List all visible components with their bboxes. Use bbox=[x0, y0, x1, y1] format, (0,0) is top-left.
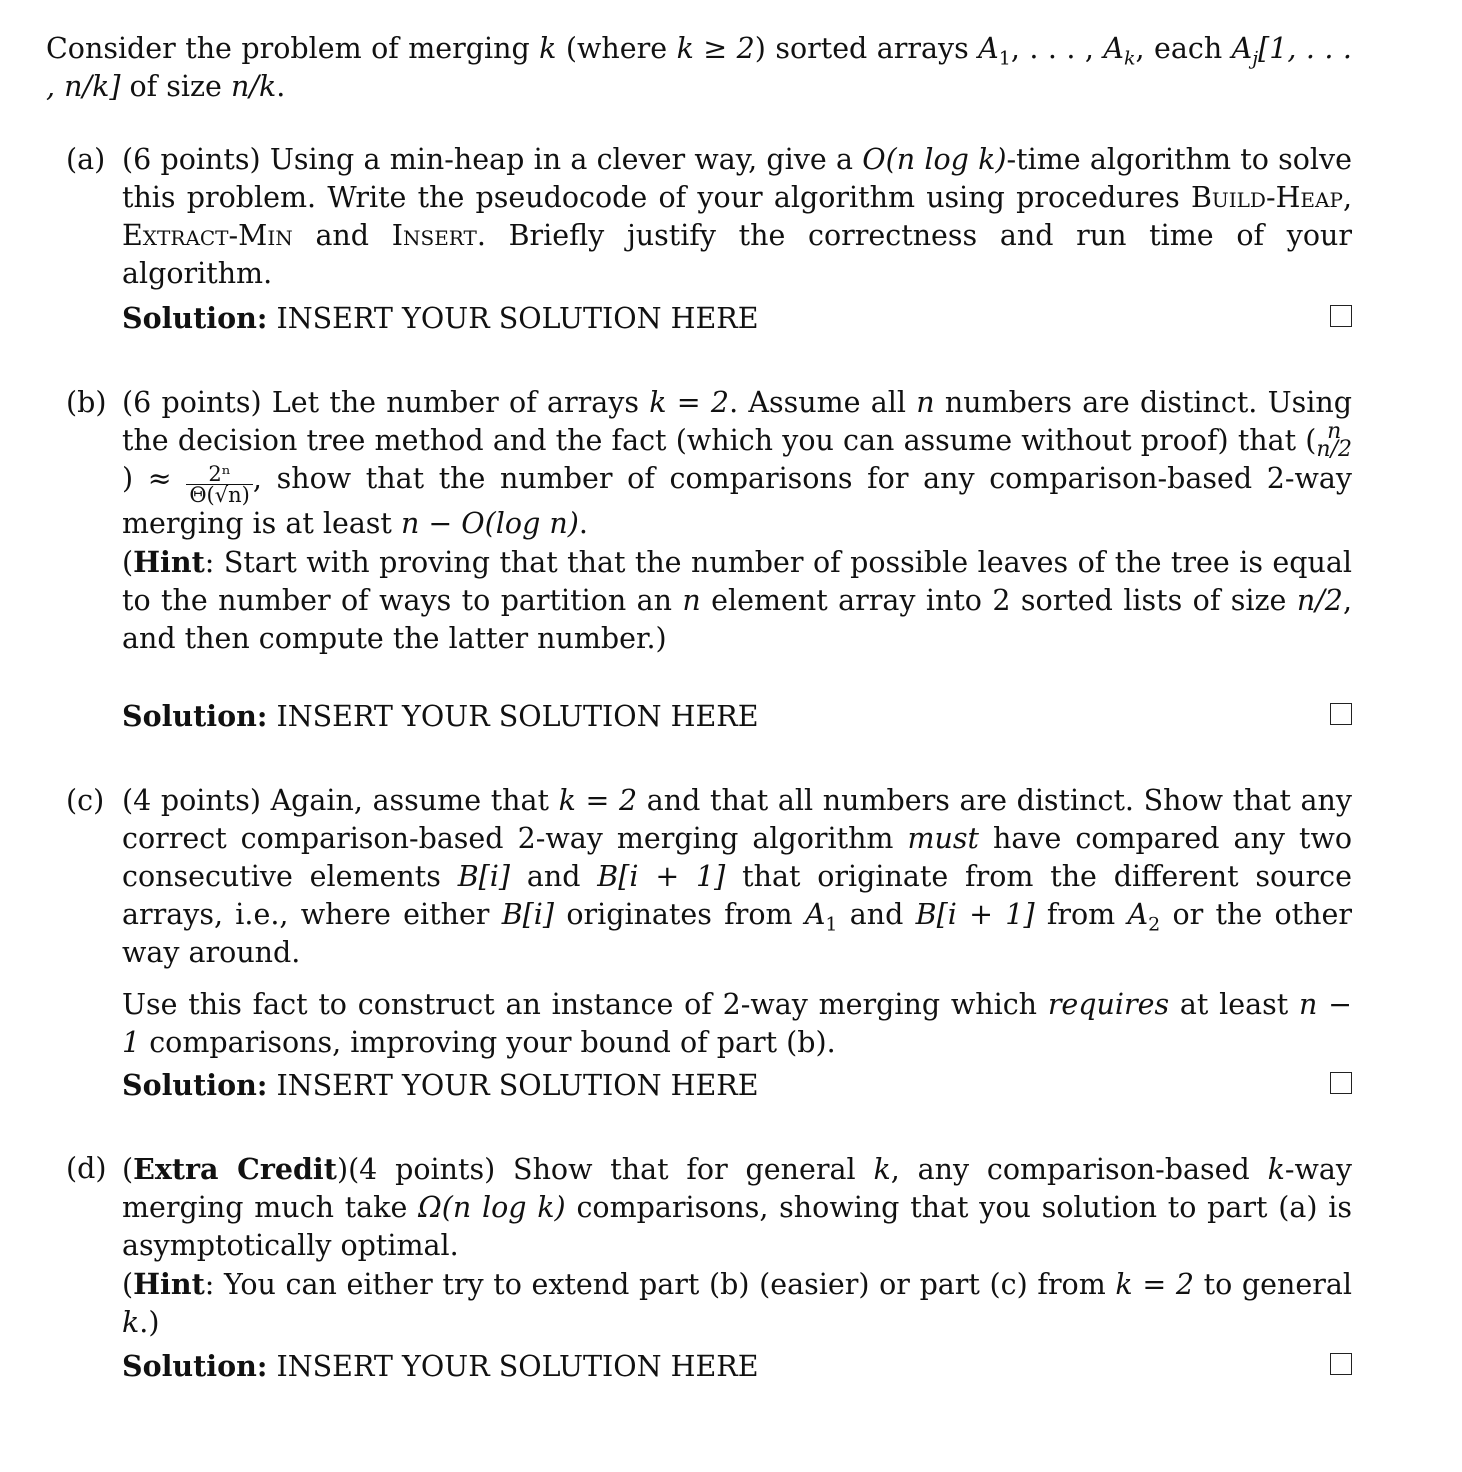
solution-d[interactable] bbox=[122, 1347, 1352, 1385]
solution-a[interactable] bbox=[122, 299, 1352, 337]
binomial: n n/2 bbox=[1316, 419, 1352, 462]
part-a-label: (a) bbox=[66, 143, 106, 176]
solution-placeholder: INSERT YOUR SOLUTION HERE bbox=[267, 302, 759, 335]
checkbox-d[interactable] bbox=[1330, 1353, 1352, 1375]
solution-label: Solution: bbox=[122, 301, 268, 335]
checkbox-b[interactable] bbox=[1330, 703, 1352, 725]
part-a bbox=[66, 141, 1352, 293]
problem-intro: Consider the problem of merging k (where k ≥ 2) sorted arrays $A_1$, . . . , $A_k$, each $A_j[1$, . . . , n/k] of size n/k. bbox=[46, 32, 1352, 103]
solution-placeholder: INSERT YOUR SOLUTION HERE bbox=[267, 1350, 759, 1383]
checkbox-c[interactable] bbox=[1330, 1072, 1352, 1094]
solution-label: Solution: bbox=[122, 1068, 268, 1102]
solution-placeholder: INSERT YOUR SOLUTION HERE bbox=[267, 1069, 759, 1102]
part-d bbox=[66, 1150, 1352, 1342]
part-b bbox=[66, 384, 1352, 658]
fraction: $\frac{\text{2ⁿ}}{\Theta(√n)}$ bbox=[186, 464, 253, 505]
part-c-label: (c) bbox=[66, 784, 105, 817]
solution-c[interactable] bbox=[122, 1066, 1352, 1104]
solution-placeholder: INSERT YOUR SOLUTION HERE bbox=[267, 700, 759, 733]
part-c bbox=[66, 782, 1352, 1062]
checkbox-a[interactable] bbox=[1330, 305, 1352, 327]
solution-b[interactable] bbox=[122, 697, 1352, 735]
part-c-text: (4 points) Again, assume that k = 2 and that all numbers are distinct. Show that any correct comparison-based 2-way merging algorithm must have compared any two consecutive elements B[i] and B[i + 1] that originate from the different source arrays, i.e., where either B[i] originates from $A_1$ and B[i + 1] from $A_2$ or the other way around. Use this fact to construct an instance of 2-way merging which requires at least n − 1 comparisons, improving your bound of part (b). bbox=[122, 784, 1352, 1059]
part-d-label: (d) bbox=[66, 1152, 107, 1185]
part-b-text: (6 points) Let the number of arrays k = 2. Assume all n numbers are distinct. Using the decision tree method and the fact (which you can assume without proof) that ( n n/2) ≈ $\frac{\text{2ⁿ}}{\Theta(√n)}$ , show that the number of comparisons for any comparison-based 2-way merging is at least n − O(log n). (Hint: Start with proving that that the number of possible leaves of the tree is equal to the number of ways to partition an n element array into 2 sorted lists of size n/2, and then compute the latter number.) bbox=[122, 386, 1353, 655]
solution-label: Solution: bbox=[122, 699, 268, 733]
part-b-label: (b) bbox=[66, 386, 107, 419]
part-d-text: (Extra Credit)(4 points) Show that for general k, any comparison-based k-way merging much take Ω(n log k) comparisons, showing that you solution to part (a) is asymptotically optimal. (Hint: You can either try to extend part (b) (easier) or part (c) from k = 2 to general k.) bbox=[122, 1152, 1352, 1339]
part-a-text: (6 points) Using a min-heap in a clever way, give a O(n log k)-time algorithm to solve this problem. Write the pseudocode of your algorithm using procedures Build-Heap, Extract-Min and Insert. Briefly justify the correctness and run time of your algorithm. bbox=[122, 143, 1352, 290]
solution-label: Solution: bbox=[122, 1349, 268, 1383]
